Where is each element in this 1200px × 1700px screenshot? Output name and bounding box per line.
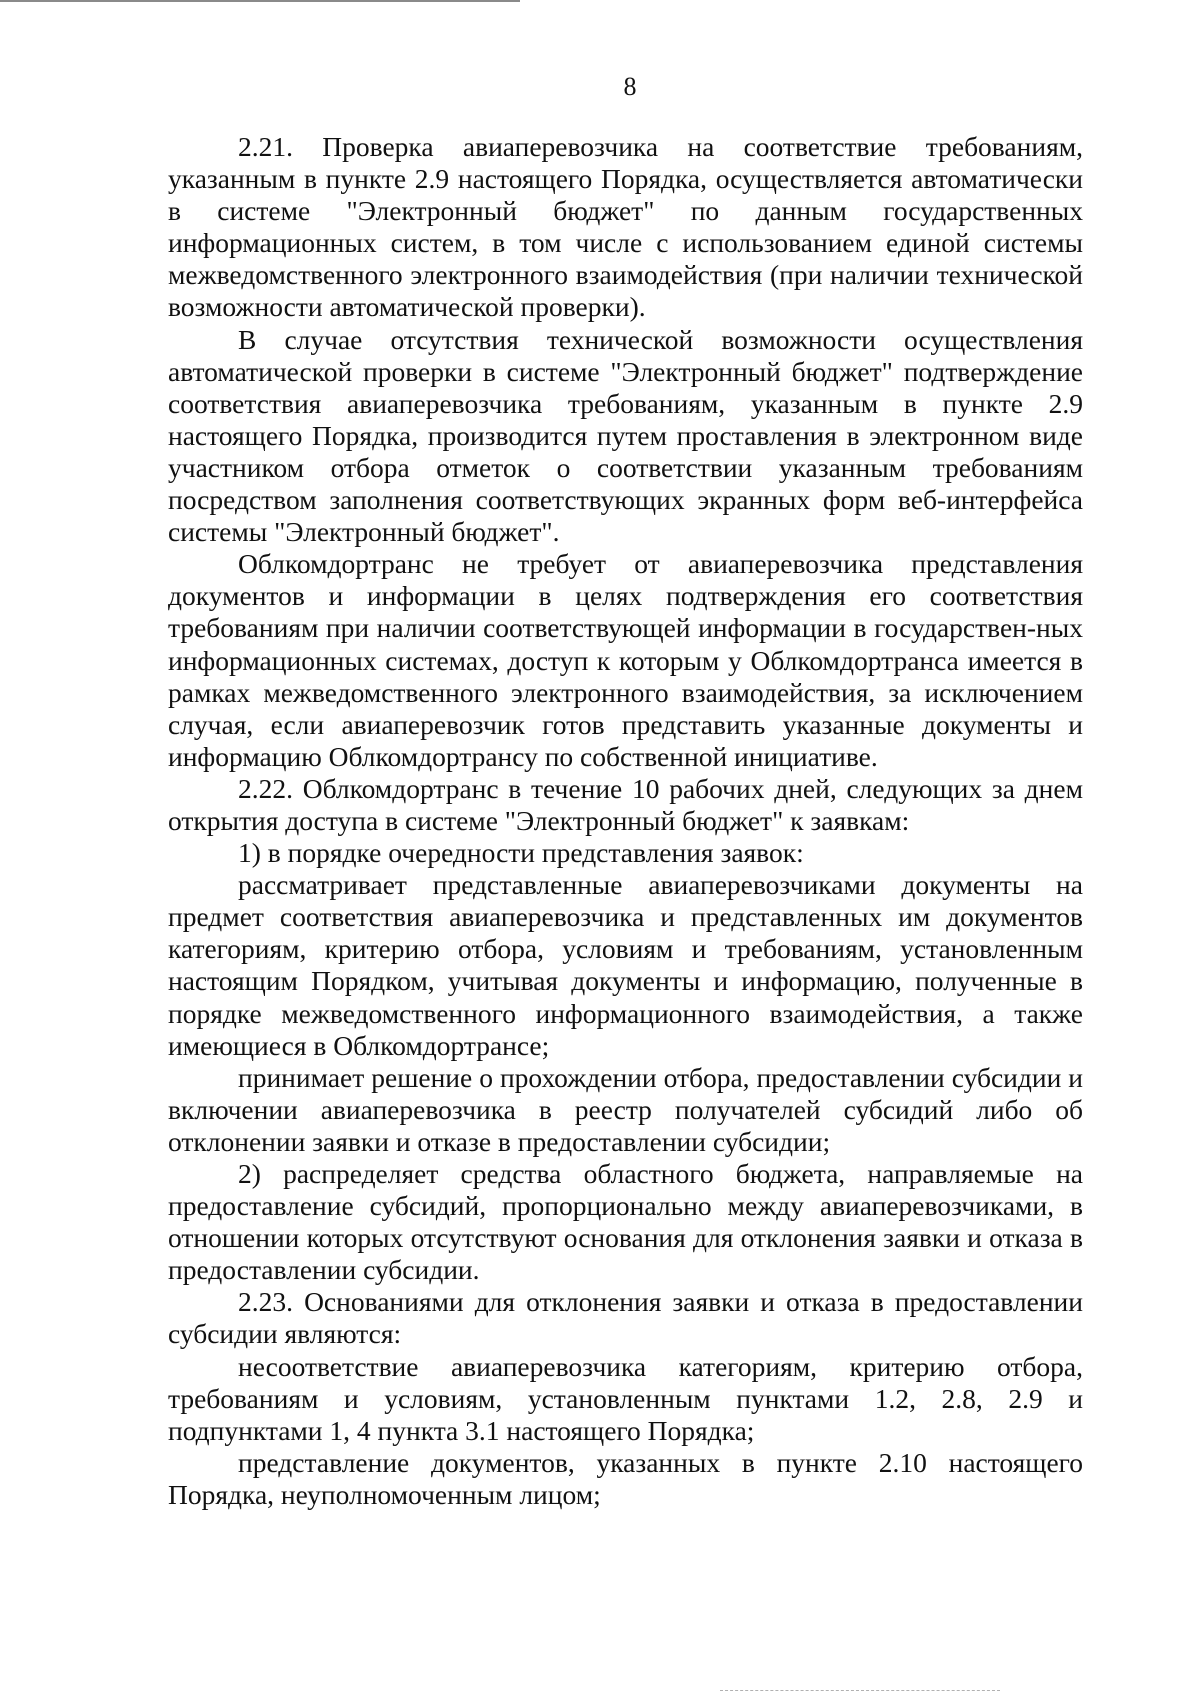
paragraph-no-auto-check: В случае отсутствия технической возможности осуществления автоматической проверки в системе "Электронный бюджет" подтверждение соответствия авиаперевозчика требованиям, указанным в пункте 2.9 настоящего Порядка, производится путем проставления в электронном виде участником отбора отметок о соответствии указанным требованиям посредством заполнения соответствующих экранных форм веб-интерфейса системы "Электронный бюджет".	[168, 323, 1083, 548]
paragraph-no-docs-required: Облкомдортранс не требует от авиаперевозчика представления документов и информации в целях подтверждения его соответствия требованиям при наличии соответствующей информации в государствен-ных информационных системах, доступ к которым у Облкомдортранса имеется в рамках межведомственного электронного взаимодействия, за исключением случая, если авиаперевозчик готов представить указанные документы и информацию Облкомдортрансу по собственной инициативе.	[168, 548, 1083, 772]
paragraph-unauthorized-person: представление документов, указанных в пункте 2.10 настоящего Порядка, неуполномоченным лицом;	[168, 1446, 1083, 1510]
paragraph-2-22-item-2: 2) распределяет средства областного бюджета, направляемые на предоставление субсидий, пропорционально между авиаперевозчиками, в отношении которых отсутствуют основания для отклонения заявки и отказа в предоставлении субсидии.	[168, 1158, 1083, 1286]
paragraph-2-23: 2.23. Основаниями для отклонения заявки и отказа в предоставлении субсидии являются:	[168, 1286, 1083, 1350]
paragraph-reviews-documents: рассматривает представленные авиаперевозчиками документы на предмет соответствия авиаперевозчика и представленных им документов категориям, критерию отбора, условиям и требованиям, установленным настоящим Порядком, учитывая документы и информацию, полученные в порядке межведомственного информационного взаимодействия, а также имеющиеся в Облкомдортрансе;	[168, 869, 1083, 1061]
page-number: 8	[623, 72, 637, 101]
paragraph-nonconformity: несоответствие авиаперевозчика категориям, критерию отбора, требованиям и условиям, установленным пунктами 1.2, 2.8, 2.9 и подпунктами 1, 4 пункта 3.1 настоящего Порядка;	[168, 1350, 1083, 1446]
scan-edge-top	[0, 0, 520, 2]
paragraph-makes-decision: принимает решение о прохождении отбора, предоставлении субсидии и включении авиаперевозчика в реестр получателей субсидий либо об отклонении заявки и отказе в предоставлении субсидии;	[168, 1061, 1083, 1157]
document-body	[168, 131, 1083, 1511]
paragraph-2-22-item-1: 1) в порядке очередности представления заявок:	[238, 837, 804, 869]
paragraph-2-22: 2.22. Облкомдортранс в течение 10 рабочих дней, следующих за днем открытия доступа в системе "Электронный бюджет" к заявкам:	[168, 772, 1083, 836]
scan-edge-bottom	[720, 1690, 1000, 1692]
paragraph-2-21: 2.21. Проверка авиаперевозчика на соответствие требованиям, указанным в пункте 2.9 настоящего Порядка, осуществляется автоматически в системе "Электронный бюджет" по данным государственных информационных систем, в том числе с использованием единой системы межведомственного электронного взаимодействия (при наличии технической возможности автоматической проверки).	[168, 131, 1083, 323]
